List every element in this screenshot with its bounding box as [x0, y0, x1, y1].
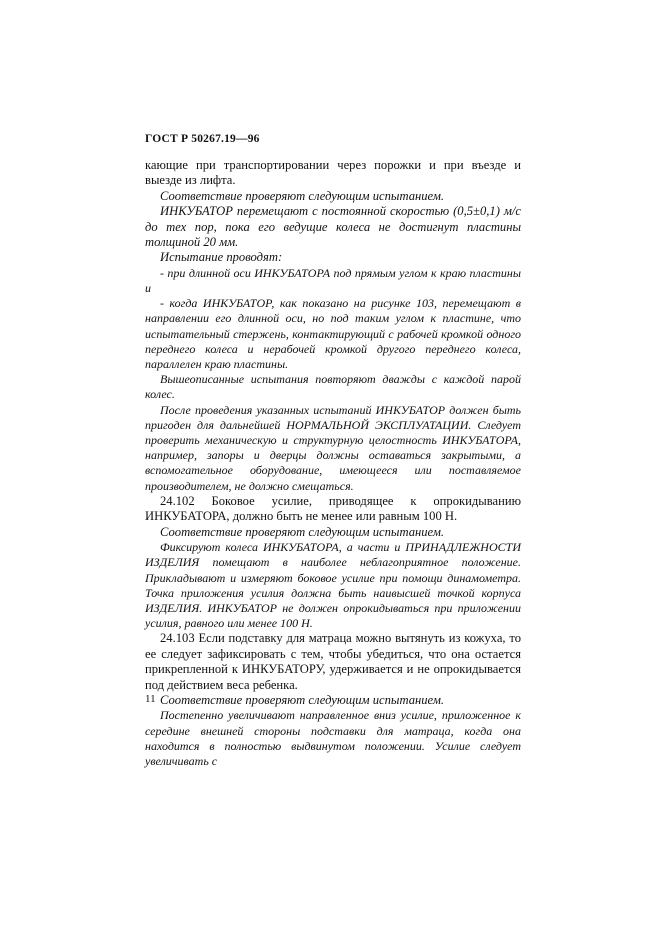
paragraph: Постепенно увеличивают направленное вниз усилие, приложенное к середине внешней стороны подставки для матраца, когда она находится в полностью выдвинутом положении. Усилие следует увеличивать с — [145, 708, 521, 768]
paragraph: Испытание проводят: — [160, 250, 283, 265]
paragraph: 24.103 Если подставку для матраца можно вытянуть из кожуха, то ее следует зафиксировать с тем, чтобы убедиться, что она остается прикрепленной к ИНКУБАТОРУ, удерживается и не опрокидывается под действием веса ребенка. — [145, 631, 521, 692]
paragraph: Соответствие проверяют следующим испытанием. — [160, 524, 444, 539]
paragraph: Соответствие проверяют следующим испытанием. — [160, 188, 444, 203]
paragraph: - когда ИНКУБАТОР, как показано на рисунке 103, перемещают в направлении его длинной оси, но под таким углом к пластине, что испытательный стержень, контактирующий с рабочей кромкой одного переднего колеса и нерабочей кромкой другого переднего колеса, параллелен краю пластины. — [145, 296, 521, 372]
paragraph: Вышеописанные испытания повторяют дважды с каждой парой колес. — [145, 372, 521, 402]
paragraph: После проведения указанных испытаний ИНКУБАТОР должен быть пригоден для дальнейшей НОРМАЛЬНОЙ ЭКСПЛУАТАЦИИ. Следует проверить механическую и структурную целостность ИНКУБАТОРА, например, запоры и дверцы должны оставаться закрытыми, а вспомогательное оборудование, имеющееся или поставляемое производителем, не должно смещаться. — [145, 402, 521, 493]
document-header: ГОСТ Р 50267.19—96 — [145, 133, 260, 145]
paragraph: кающие при транспортировании через порожки и при въезде и выезде из лифта. — [145, 158, 521, 188]
paragraph: - при длинной оси ИНКУБАТОРА под прямым углом к краю пластины и — [145, 265, 521, 296]
paragraph: 24.102 Боковое усилие, приводящее к опрокидыванию ИНКУБАТОРА, должно быть не менее или равным 100 Н. — [145, 493, 521, 524]
document-page — [145, 133, 521, 769]
paragraph: ИНКУБАТОР перемещают с постоянной скоростью (0,5±0,1) м/с до тех пор, пока его ведущие колеса не достигнут пластины толщиной 20 мм. — [145, 204, 521, 250]
paragraph: Соответствие проверяют следующим испытанием. — [160, 692, 444, 707]
page-number: 11 — [145, 693, 156, 705]
paragraph: Фиксируют колеса ИНКУБАТОРА, а части и ПРИНАДЛЕЖНОСТИ ИЗДЕЛИЯ помещают в наиболее неблагоприятное положение. Прикладывают и измеряют боковое усилие при помощи динамометра. Точка приложения усилия должна быть наивысшей точкой корпуса ИЗДЕЛИЯ. ИНКУБАТОР не должен опрокидываться при приложении усилия, равного или менее 100 Н. — [145, 540, 521, 631]
